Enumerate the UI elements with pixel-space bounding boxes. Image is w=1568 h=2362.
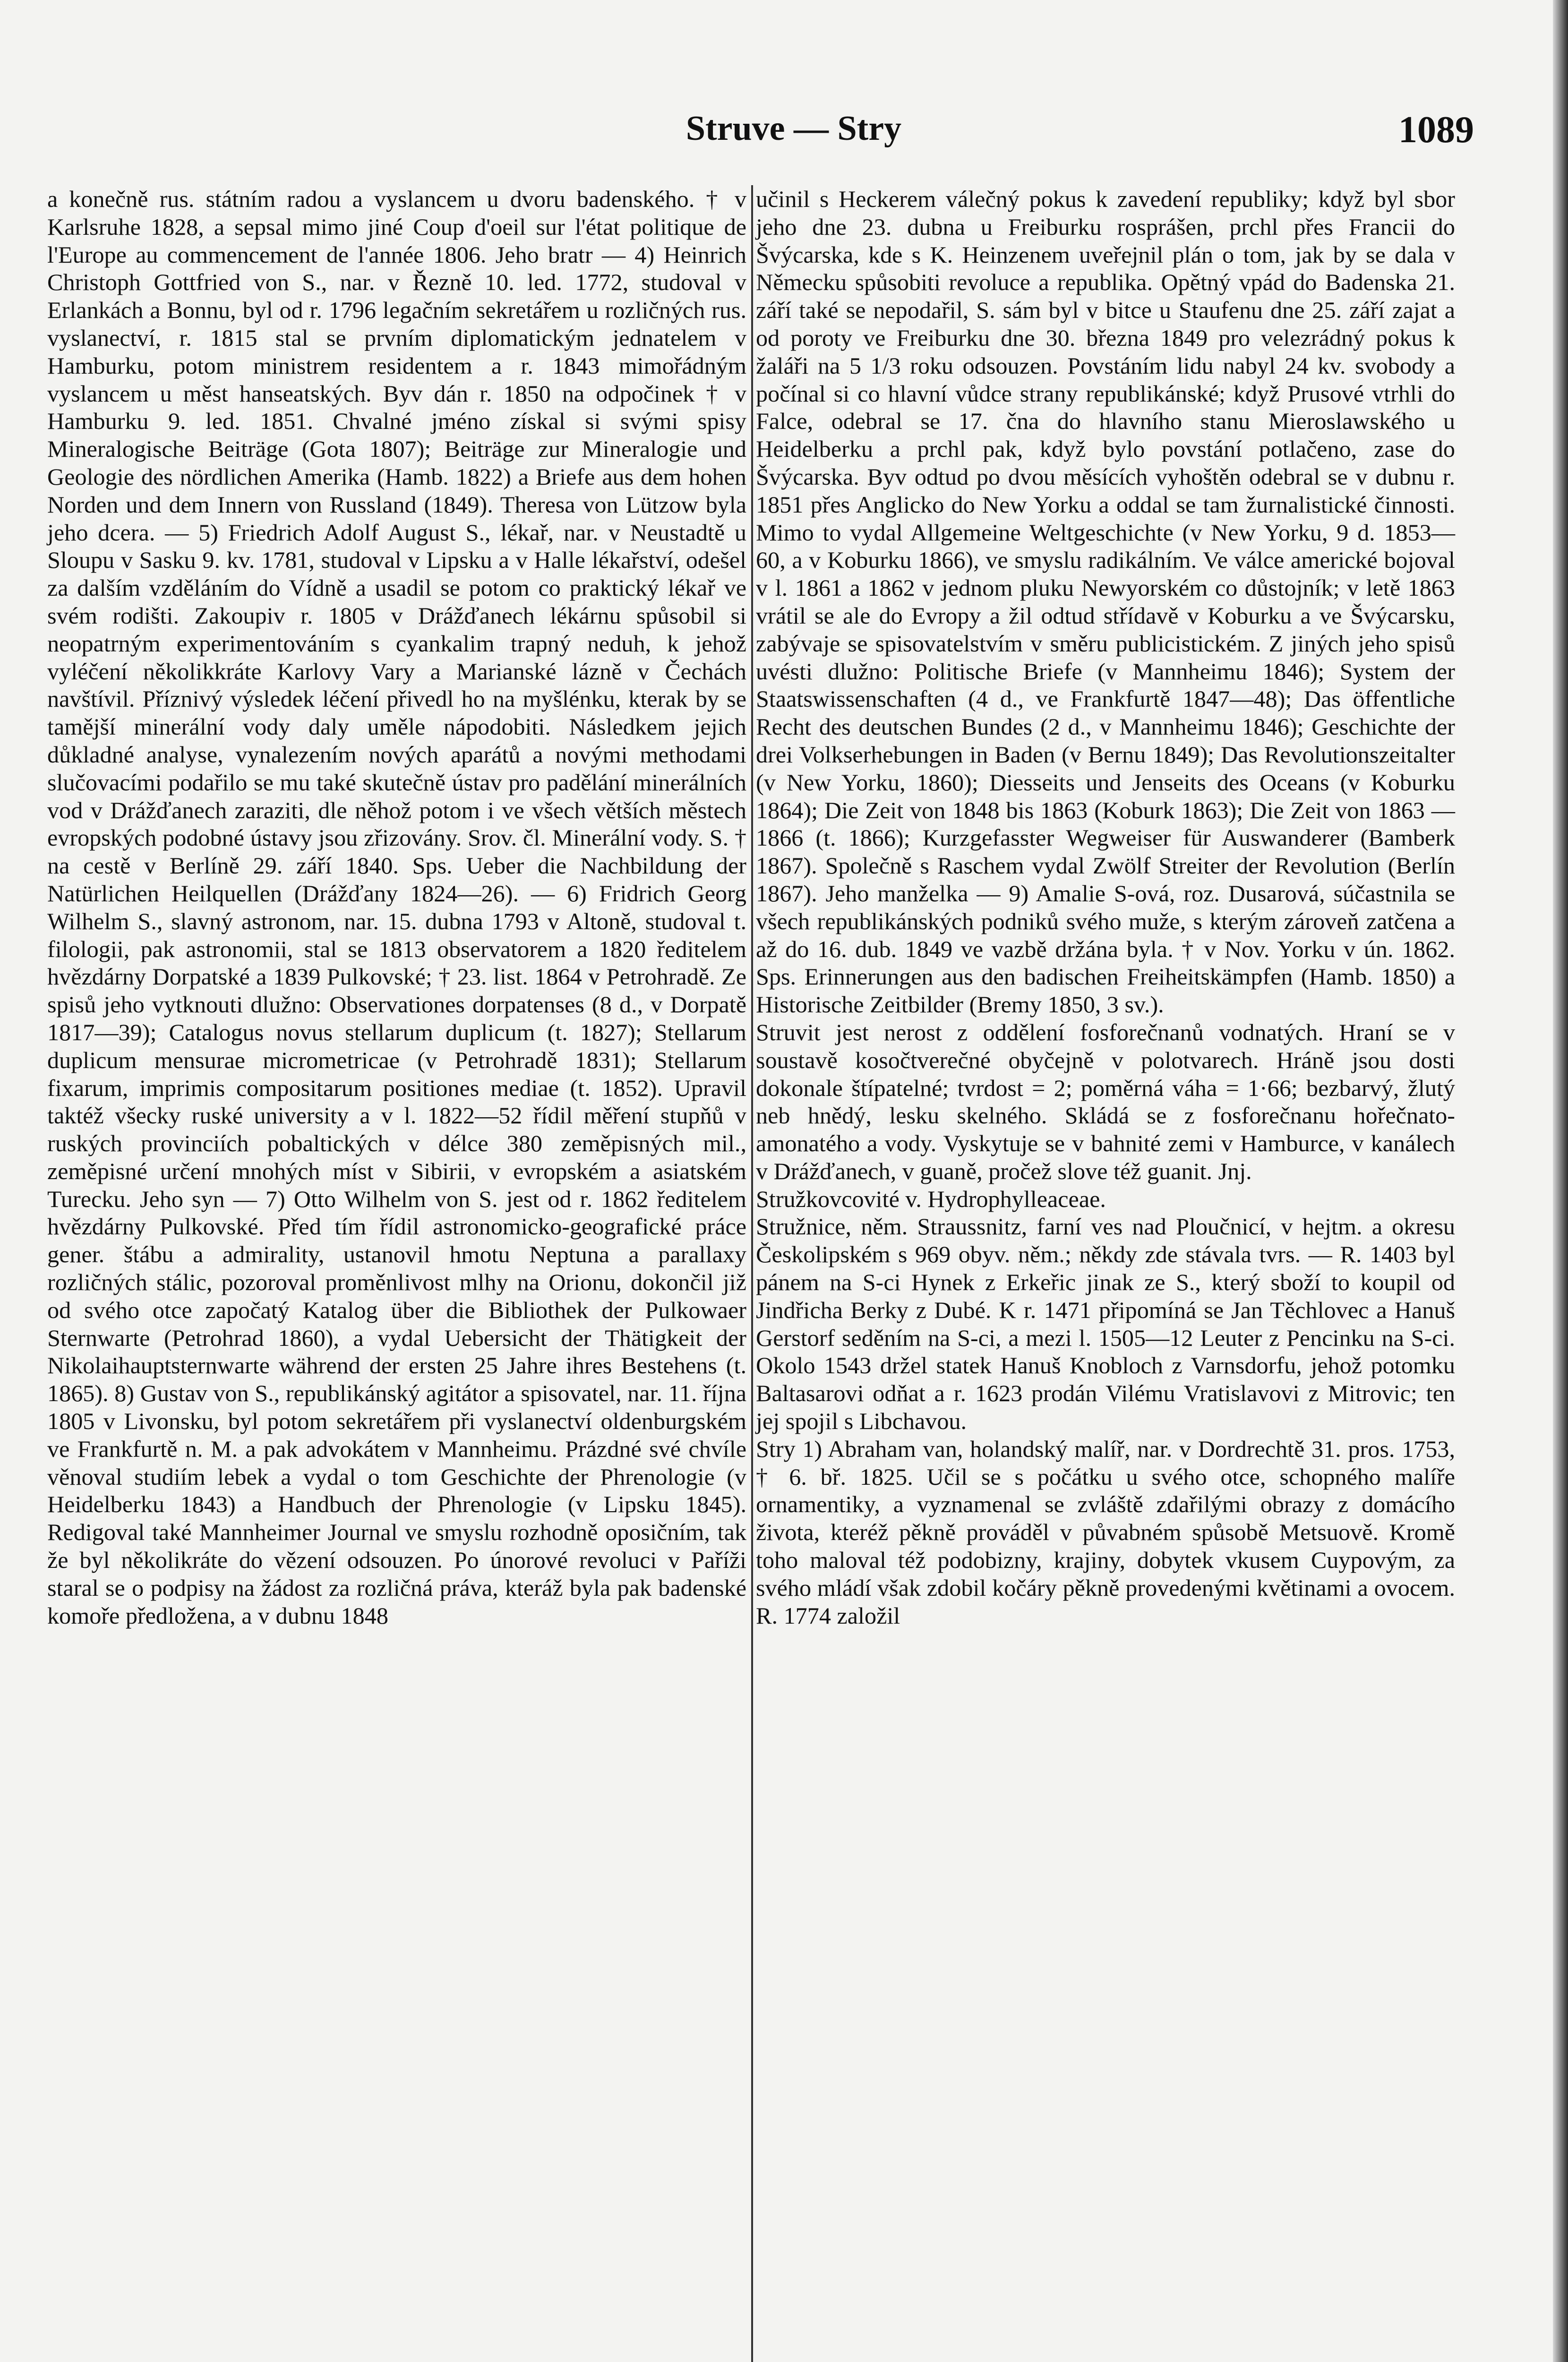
right-column (756, 185, 1455, 1629)
entry-stry: Stry 1) Abraham van, holandský malíř, nar. v Dordrechtě 31. pros. 1753, † 6. bř. 1825. Učil se s počátku u svého otce, schopného malíře ornamentiky, a vyznamenal se zvláště zdařilými obrazy z domácího života, kteréž pěkně prováděl v půvabném spůsobě Metsuově. Kromě toho maloval též podobizny, krajiny, dobytek vkusem Cuypovým, za svého mládí však zdobil kočáry pěkně provedenými květinami a ovocem. R. 1774 založil (756, 1435, 1455, 1629)
entry-struvit: Struvit jest nerost z oddělení fosforečnanů vodnatých. Hraní se v soustavě kosočtverečné obyčejně v polotvarech. Hráně jsou dosti dokonale štípatelné; tvrdost = 2; poměrná váha = 1·66; bezbarvý, žlutý neb hnědý, lesku skelného. Skládá se z fosforečnanu hořečnato-amonatého a vody. Vyskytuje se v bahnité zemi v Hamburce, v kanálech v Drážďanech, v guaně, pročež slove též guanit. Jnj. (756, 1018, 1455, 1184)
left-column (47, 185, 746, 1629)
scan-edge (1553, 0, 1568, 2362)
page-number: 1089 (1398, 109, 1474, 151)
entry-struznice: Stružnice, něm. Straussnitz, farní ves nad Ploučnicí, v hejtm. a okresu Českolipském s 969 obyv. něm.; někdy zde stávala tvrs. — R. 1403 byl pánem na S-ci Hynek z Erkeřic jinak ze S., který sboží to koupil od Jindřicha Berky z Dubé. K r. 1471 připomíná se Jan Těchlovec a Hanuš Gerstorf seděním na S-ci, a mezi l. 1505—12 Leuter z Pencinku na S-ci. Okolo 1543 držel statek Hanuš Knobloch z Varnsdorfu, jehož potomku Baltasarovi odňat a r. 1623 prodán Vilému Vratislavovi z Mitrovic; ten jej spojil s Libchavou. (756, 1213, 1455, 1435)
entry-struve-gustav-continued: učinil s Heckerem válečný pokus k zavedení republiky; když byl sbor jeho dne 23. dubna u Freiburku rosprášen, prchl přes Francii do Švýcarska, kde s K. Heinzenem uveřejnil plán o tom, jak by se dala v Německu spůsobiti revoluce a republika. Opětný vpád do Badenska 21. září také se nepodařil, S. sám byl v bitce u Staufenu dne 25. září zajat a od poroty ve Freiburku dne 30. března 1849 pro velezrádný pokus k žaláři na 5 1/3 roku odsouzen. Povstáním lidu nabyl 24 kv. svobody a počínal si co hlavní vůdce strany republikánské; když Prusové vtrhli do Falce, odebral se 17. čna do hlavního stanu Mieroslawského u Heidelberku a prchl pak, když bylo povstání potlačeno, zase do Švýcarska. Byv odtud po dvou měsících vyhoštěn odebral se v dubnu r. 1851 přes Anglicko do New Yorku a oddal se tam žurnalistické činnosti. Mimo to vydal Allgemeine Weltgeschichte (v New Yorku, 9 d. 1853—60, a v Koburku 1866), ve smyslu radikálním. Ve válce americké bojoval v l. 1861 a 1862 v jednom pluku Newyorském co důstojník; v letě 1863 vrátil se ale do Evropy a žil odtud střídavě v Koburku a ve Švýcarsku, zabývaje se spisovatelstvím v směru publicistickém. Z jiných jeho spisů uvésti dlužno: Politische Briefe (v Mannheimu 1846); System der Staatswissenschaften (4 d., ve Frankfurtě 1847—48); Das öffentliche Recht des deutschen Bundes (2 d., v Mannheimu 1846); Geschichte der drei Volkserhebungen in Baden (v Bernu 1849); Das Revolutionszeitalter (v New Yorku, 1860); Diesseits und Jenseits des Oceans (v Koburku 1864); Die Zeit von 1848 bis 1863 (Koburk 1863); Die Zeit von 1863 — 1866 (t. 1866); Kurzgefasster Wegweiser für Auswanderer (Bamberk 1867). Společně s Raschem vydal Zwölf Streiter der Revolution (Berlín 1867). Jeho manželka — 9) Amalie S-ová, roz. Dusarová, súčastnila se všech republikánských podniků svého muže, s kterým zároveň zatčena a až do 16. dub. 1849 ve vazbě držána byla. † v Nov. Yorku v ún. 1862. Sps. Erinnerungen aus den badischen Freiheitskämpfen (Hamb. 1850) a Historische Zeitbilder (Bremy 1850, 3 sv.). (756, 186, 1455, 1018)
running-head: Struve — Stry (685, 109, 902, 148)
page-header (47, 109, 1474, 161)
entry-struve-continued: a konečně rus. státním radou a vyslancem u dvoru badenského. † v Karlsruhe 1828, a sepsal mimo jiné Coup d'oeil sur l'état politique de l'Europe au commencement de l'année 1806. Jeho bratr — 4) Heinrich Christoph Gottfried von S., nar. v Řezně 10. led. 1772, studoval v Erlankách a Bonnu, byl od r. 1796 legačním sekretářem u rozličných rus. vyslanectví, r. 1815 stal se prvním diplomatickým jednatelem v Hamburku, potom ministrem residentem a r. 1843 mimořádným vyslancem u měst hanseatských. Byv dán r. 1850 na odpočinek † v Hamburku 9. led. 1851. Chvalné jméno získal si svými spisy Mineralogische Beiträge (Gota 1807); Beiträge zur Mineralogie und Geologie des nördlichen Amerika (Hamb. 1822) a Briefe aus dem hohen Norden und dem Innern von Russland (1849). Theresa von Lützow byla jeho dcera. — 5) Friedrich Adolf August S., lékař, nar. v Neustadtě u Sloupu v Sasku 9. kv. 1781, studoval v Lipsku a v Halle lékařství, odešel za dalším vzděláním do Vídně a usadil se potom co praktický lékař ve svém rodišti. Zakoupiv r. 1805 v Drážďanech lékárnu spůsobil si neopatrným experimentováním s cyankalim trapný neduh, k jehož vyléčení několikkráte Karlovy Vary a Marianské lázně v Čechách navštívil. Příznivý výsledek léčení přivedl ho na myšlénku, kterak by se tamější minerální vody daly uměle nápodobiti. Následkem jejich důkladné analyse, vynalezením nových aparátů a novými methodami slučovacími podařilo se mu také skutečně ústav pro padělání minerálních vod v Drážďanech zaraziti, dle něhož potom i ve všech větších městech evropských podobné ústavy jsou zřizovány. Srov. čl. Minerální vody. S. † na cestě v Berlíně 29. září 1840. Sps. Ueber die Nachbildung der Natürlichen Heilquellen (Drážďany 1824—26). — 6) Fridrich Georg Wilhelm S., slavný astronom, nar. 15. dubna 1793 v Altoně, studoval t. filologii, pak astronomii, stal se 1813 observatorem a 1820 ředitelem hvězdárny Dorpatské a 1839 Pulkovské; † 23. list. 1864 v Petrohradě. Ze spisů jeho vytknouti dlužno: Observationes dorpatenses (8 d., v Dorpatě 1817—39); Catalogus novus stellarum duplicum (t. 1827); Stellarum duplicum mensurae micrometricae (v Petrohradě 1831); Stellarum fixarum, imprimis compositarum positiones mediae (t. 1852). Upravil taktéž všecky ruské university a v l. 1822—52 řídil měření stupňů v ruských provinciích pobaltických v délce 380 zeměpisných mil., zeměpisné určení mnohých míst v Sibirii, v evropském a asiatském Turecku. Jeho syn — 7) Otto Wilhelm von S. jest od r. 1862 ředitelem hvězdárny Pulkovské. Před tím řídil astronomicko-geografické práce gener. štábu a admirality, ustanovil hmotu Neptuna a parallaxy rozličných stálic, pozoroval proměnlivost mlhy na Orionu, dokončil již od svého otce započatý Katalog über die Bibliothek der Pulkowaer Sternwarte (Petrohrad 1860), a vydal Uebersicht der Thätigkeit der Nikolaihauptsternwarte während der ersten 25 Jahre ihres Bestehens (t. 1865). 8) Gustav von S., republikánský agitátor a spisovatel, nar. 11. října 1805 v Livonsku, byl potom sekretářem při vyslanectví oldenburgském ve Frankfurtě n. M. a pak advokátem v Mannheimu. Prázdné své chvíle věnoval studiím lebek a vydal o tom Geschichte der Phrenologie (v Heidelberku 1843) a Handbuch der Phrenologie (v Lipsku 1845). Redigoval také Mannheimer Journal ve smyslu rozhodně oposičním, tak že byl několikráte do vězení odsouzen. Po únorové revoluci v Paříži staral se o podpisy na žádost za rozličná práva, kteráž byla pak badenské komoře předložena, a v dubnu 1848 (47, 186, 746, 1629)
entry-struzkovcovite: Stružkovcovité v. Hydrophylleaceae. (756, 1185, 1106, 1212)
column-divider (751, 185, 753, 2362)
